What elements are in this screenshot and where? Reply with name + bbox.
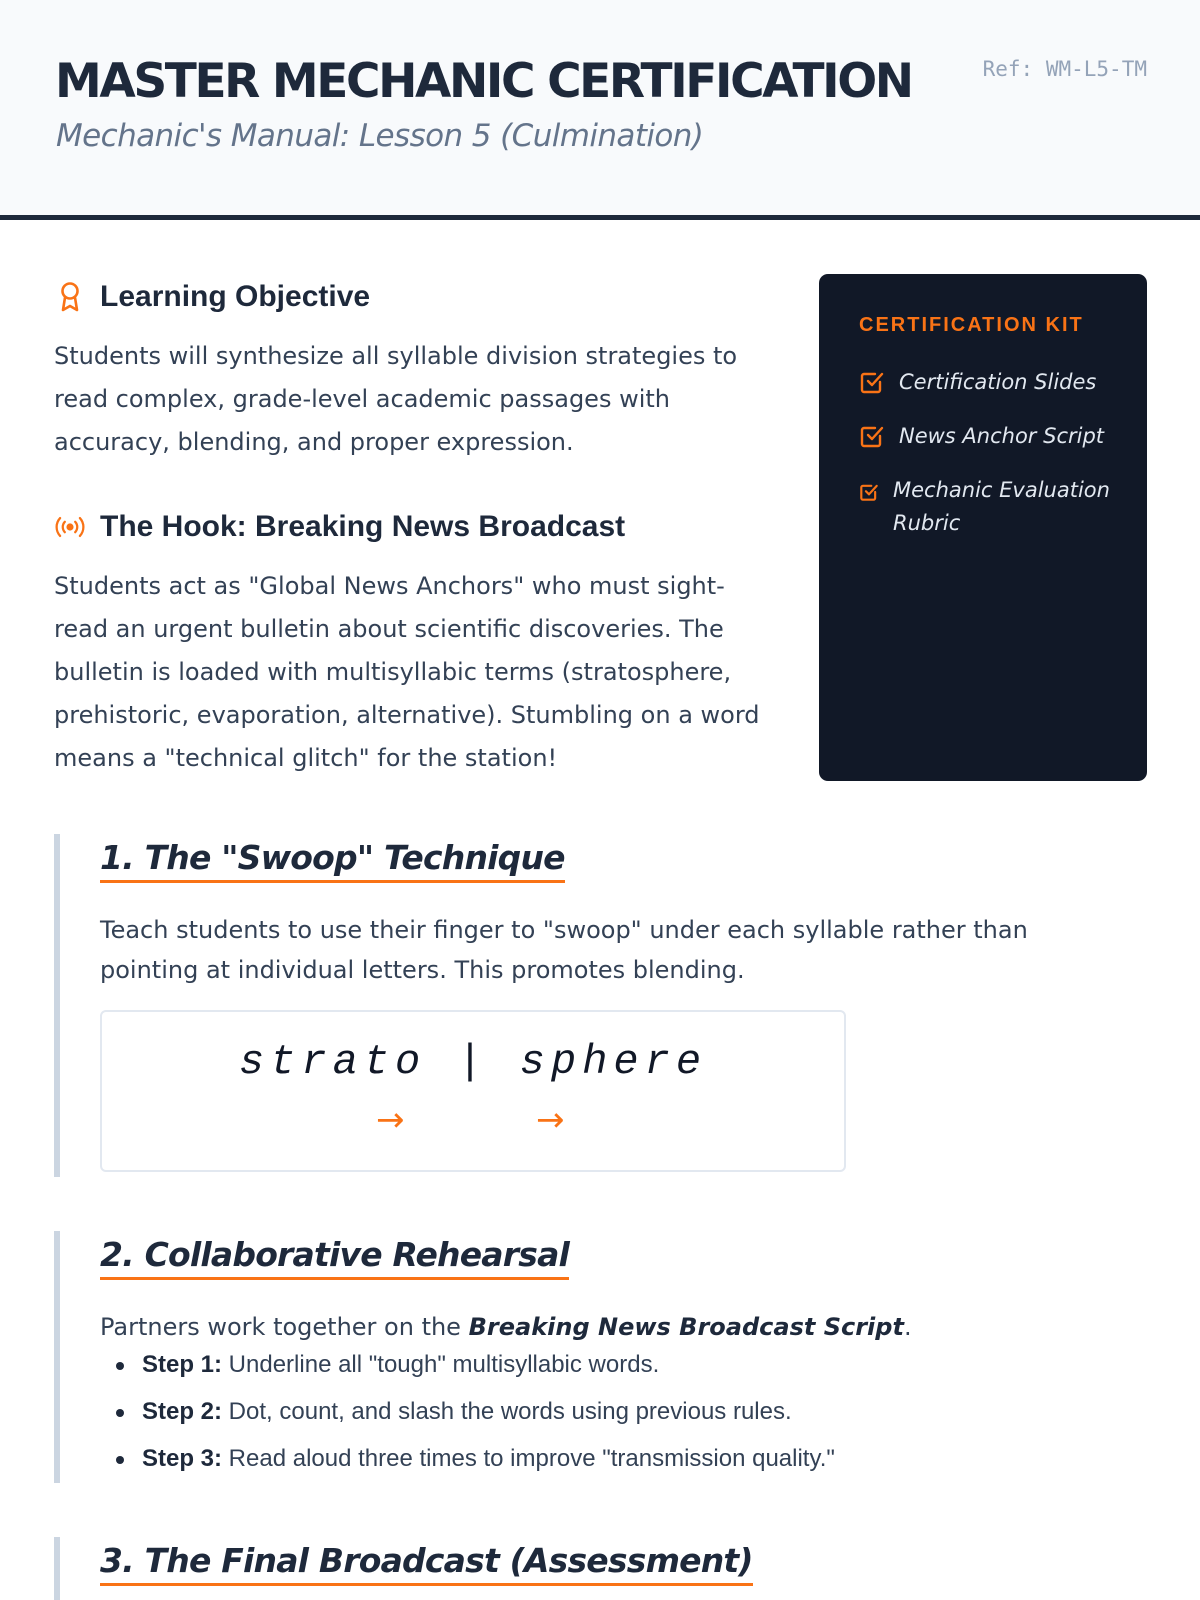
rehearsal-intro <box>100 1307 1100 1347</box>
rehearsal-heading: 2. Collaborative Rehearsal <box>100 1235 569 1280</box>
rehearsal-intro-text: Partners work together on the <box>100 1313 461 1341</box>
page-title: MASTER MECHANIC CERTIFICATION <box>55 54 912 109</box>
objective-heading-row <box>54 280 370 314</box>
hook-heading-row <box>54 510 625 544</box>
kit-title: CERTIFICATION KIT <box>859 314 1084 336</box>
kit-item-label: News Anchor Script <box>899 424 1105 448</box>
kit-list <box>859 366 1119 560</box>
kit-item[interactable] <box>859 474 1119 540</box>
page-header <box>0 0 1200 220</box>
step-label: Step 2: <box>142 1398 223 1425</box>
kit-item-label: Certification Slides <box>899 370 1097 394</box>
hook-text: Students act as "Global News Anchors" who must sight-read an urgent bulletin about scientific discoveries. The bulletin is loaded with multisyllabic terms (stratosphere, prehistoric, evaporation, alternative). Stumbling on a word means a "technical glitch" for the station! <box>54 572 760 772</box>
rehearsal-section <box>54 1231 1054 1483</box>
step-label: Step 3: <box>142 1445 223 1472</box>
step-text: Dot, count, and slash the words using previous rules. <box>222 1398 792 1425</box>
swoop-heading: 1. The "Swoop" Technique <box>100 838 565 883</box>
award-ribbon-icon <box>54 281 86 313</box>
swoop-example-box <box>100 1010 846 1172</box>
rehearsal-step-list <box>100 1345 835 1486</box>
step-text: Read aloud three times to improve "transmission quality." <box>222 1445 835 1472</box>
broadcast-icon <box>54 511 86 543</box>
final-heading: 3. The Final Broadcast (Assessment) <box>100 1541 753 1586</box>
swoop-text: Teach students to use their finger to "swoop" under each syllable rather than pointing at individual letters. This promotes blending. <box>100 916 1028 984</box>
objective-heading: Learning Objective <box>100 280 371 313</box>
list-item <box>100 1439 835 1479</box>
list-item <box>100 1345 835 1385</box>
objective-text: Students will synthesize all syllable division strategies to read complex, grade-level academic passages with accuracy, blending, and proper expression. <box>54 342 738 456</box>
certification-kit-panel <box>819 274 1147 781</box>
checkbox-icon <box>859 482 879 507</box>
syllable-example-word: strato | sphere <box>238 1038 708 1086</box>
rehearsal-intro-end: . <box>903 1313 912 1341</box>
kit-item[interactable] <box>859 420 1119 454</box>
final-broadcast-section <box>54 1537 1054 1600</box>
kit-item[interactable] <box>859 366 1119 400</box>
reference-code: Ref: WM-L5-TM <box>982 57 1147 81</box>
hook-heading: The Hook: Breaking News Broadcast <box>100 510 626 543</box>
list-item <box>100 1392 835 1432</box>
right-arrow-icon: → <box>536 1100 565 1140</box>
swoop-section <box>54 834 1054 1177</box>
right-arrow-icon: → <box>376 1100 405 1140</box>
checkbox-icon <box>859 423 885 454</box>
kit-item-label: Mechanic Evaluation Rubric <box>893 478 1110 535</box>
script-name: Breaking News Broadcast Script <box>468 1313 904 1341</box>
checkbox-icon <box>859 369 885 400</box>
step-label: Step 1: <box>142 1351 223 1378</box>
step-text: Underline all "tough" multisyllabic words. <box>222 1351 660 1378</box>
page-subtitle: Mechanic's Manual: Lesson 5 (Culmination) <box>56 118 704 154</box>
